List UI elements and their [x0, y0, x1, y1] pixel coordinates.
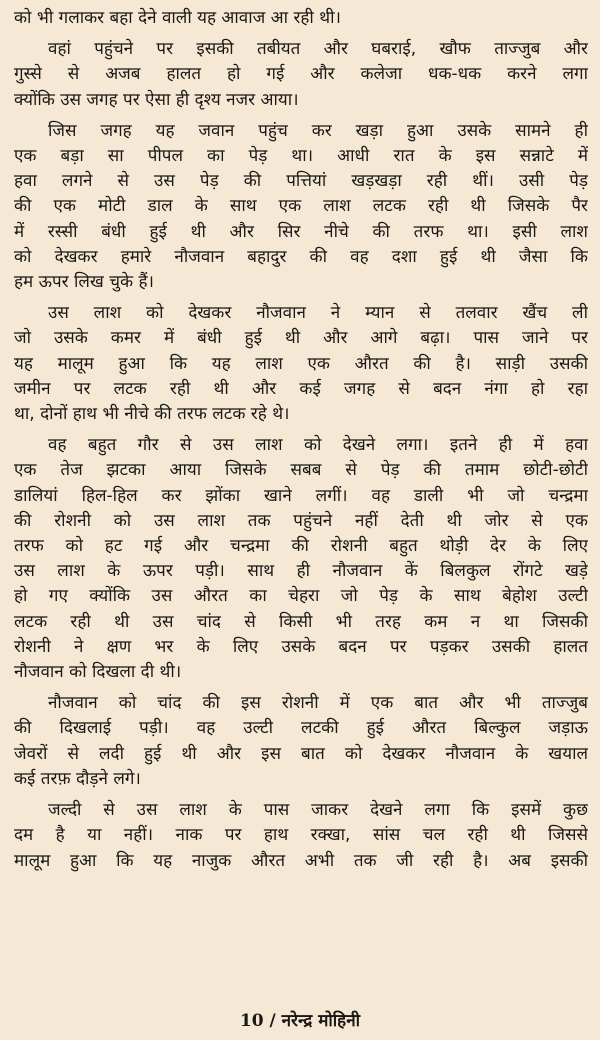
text-line: नौजवान को चांद की इस रोशनी में एक बात और भी ताज्जुब [48, 693, 588, 714]
text-line: जल्दी से उस लाश के पास जाकर देखने लगा कि इसमें कुछ [48, 800, 588, 821]
text-line: डालियां हिल-हिल कर झोंका खाने लगीं। वह डाली भी जो चन्द्रमा [14, 485, 588, 506]
paragraph [14, 119, 588, 295]
paragraph [14, 433, 588, 685]
text-line: जिस जगह यह जवान पहुंच कर खड़ा हुआ उसके सामने ही [48, 120, 588, 141]
text-line: रोशनी ने क्षण भर के लिए उसके बदन पर पड़कर उसकी हालत [14, 636, 588, 657]
paragraph [14, 37, 588, 113]
text-line: हम ऊपर लिख चुके हैं। [14, 272, 154, 293]
text-line: को भी गलाकर बहा देने वाली यह आवाज आ रही थी। [14, 8, 341, 28]
text-line: की दिखलाई पड़ी। वह उल्टी लटकी हुई औरत बिल्कुल जड़ाऊ [14, 718, 588, 739]
paragraph [14, 798, 588, 874]
text-line: को देखकर हमारे नौजवान बहादुर की वह दशा हुई थी जैसा कि [14, 246, 588, 267]
text-line: जमीन पर लटक रही थी और कई जगह से बदन नंगा हो रहा [14, 378, 588, 399]
text-line: तरफ को हट गई और चन्द्रमा की रोशनी बहुत थोड़ी देर के लिए [14, 536, 588, 557]
text-line: गुस्से से अजब हालत हो गई और कलेजा धक-धक करने लगा [14, 64, 588, 85]
text-line: मालूम हुआ कि यह नाजुक औरत अभी तक जी रही है। अब इसकी [14, 850, 588, 871]
paragraph [14, 691, 588, 792]
text-line: दम है या नहीं। नाक पर हाथ रक्खा, सांस चल रही थी जिससे [14, 825, 588, 846]
text-line: एक बड़ा सा पीपल का पेड़ था। आधी रात के इस सन्नाटे में [14, 146, 588, 167]
text-line: की रोशनी को उस लाश तक पहुंचने नहीं देती थी जोर से एक [14, 510, 588, 531]
text-line: वह बहुत गौर से उस लाश को देखने लगा। इतने ही में हवा [48, 435, 588, 456]
paragraph [14, 6, 588, 31]
text-line: एक तेज झटका आया जिसके सबब से पेड़ की तमाम छोटी-छोटी [14, 460, 588, 481]
text-line: हो गए क्योंकि उस औरत का चेहरा जो पेड़ के साथ बेहोश उल्टी [14, 586, 588, 607]
text-line: हवा लगने से उस पेड़ की पत्तियां खड़खड़ा रही थीं। उसी पेड़ [14, 171, 588, 192]
text-line: था, दोनों हाथ भी नीचे की तरफ लटक रहे थे। [14, 404, 290, 425]
text-line: जो उसके कमर में बंधी हुई थी और आगे बढ़ा। पास जाने पर [14, 328, 588, 349]
paragraph [14, 301, 588, 427]
text-line: वहां पहुंचने पर इसकी तबीयत और घबराई, खौफ ताज्जुब और [48, 39, 588, 60]
text-line: लटक रही थी उस चांद से किसी भी तरह कम न था जिसकी [14, 611, 588, 632]
text-line: कई तरफ़ दौड़ने लगे। [14, 768, 141, 789]
text-line: उस लाश के ऊपर पड़ी। साथ ही नौजवान कें बिलकुल रोंगटे खड़े [14, 561, 588, 582]
text-line: यह मालूम हुआ कि यह लाश एक औरत की है। साड़ी उसकी [14, 353, 588, 374]
text-line: जेवरों से लदी हुई थी और इस बात को देखकर नौजवान के खयाल [14, 743, 588, 764]
text-line: में रस्सी बंधी हुई थी और सिर नीचे की तरफ था। इसी लाश [14, 221, 588, 242]
text-line: नौजवान को दिखला दी थी। [14, 662, 182, 683]
text-line: क्योंकि उस जगह पर ऐसा ही दृश्य नजर आया। [14, 89, 299, 110]
text-line: की एक मोटी डाल के साथ एक लाश लटक रही थी जिसके पैर [14, 196, 588, 217]
text-line: उस लाश को देखकर नौजवान ने म्यान से तलवार खैंच ली [48, 303, 588, 324]
page-footer: 10 / नरेन्द्र मोहिनी [239, 1011, 361, 1031]
